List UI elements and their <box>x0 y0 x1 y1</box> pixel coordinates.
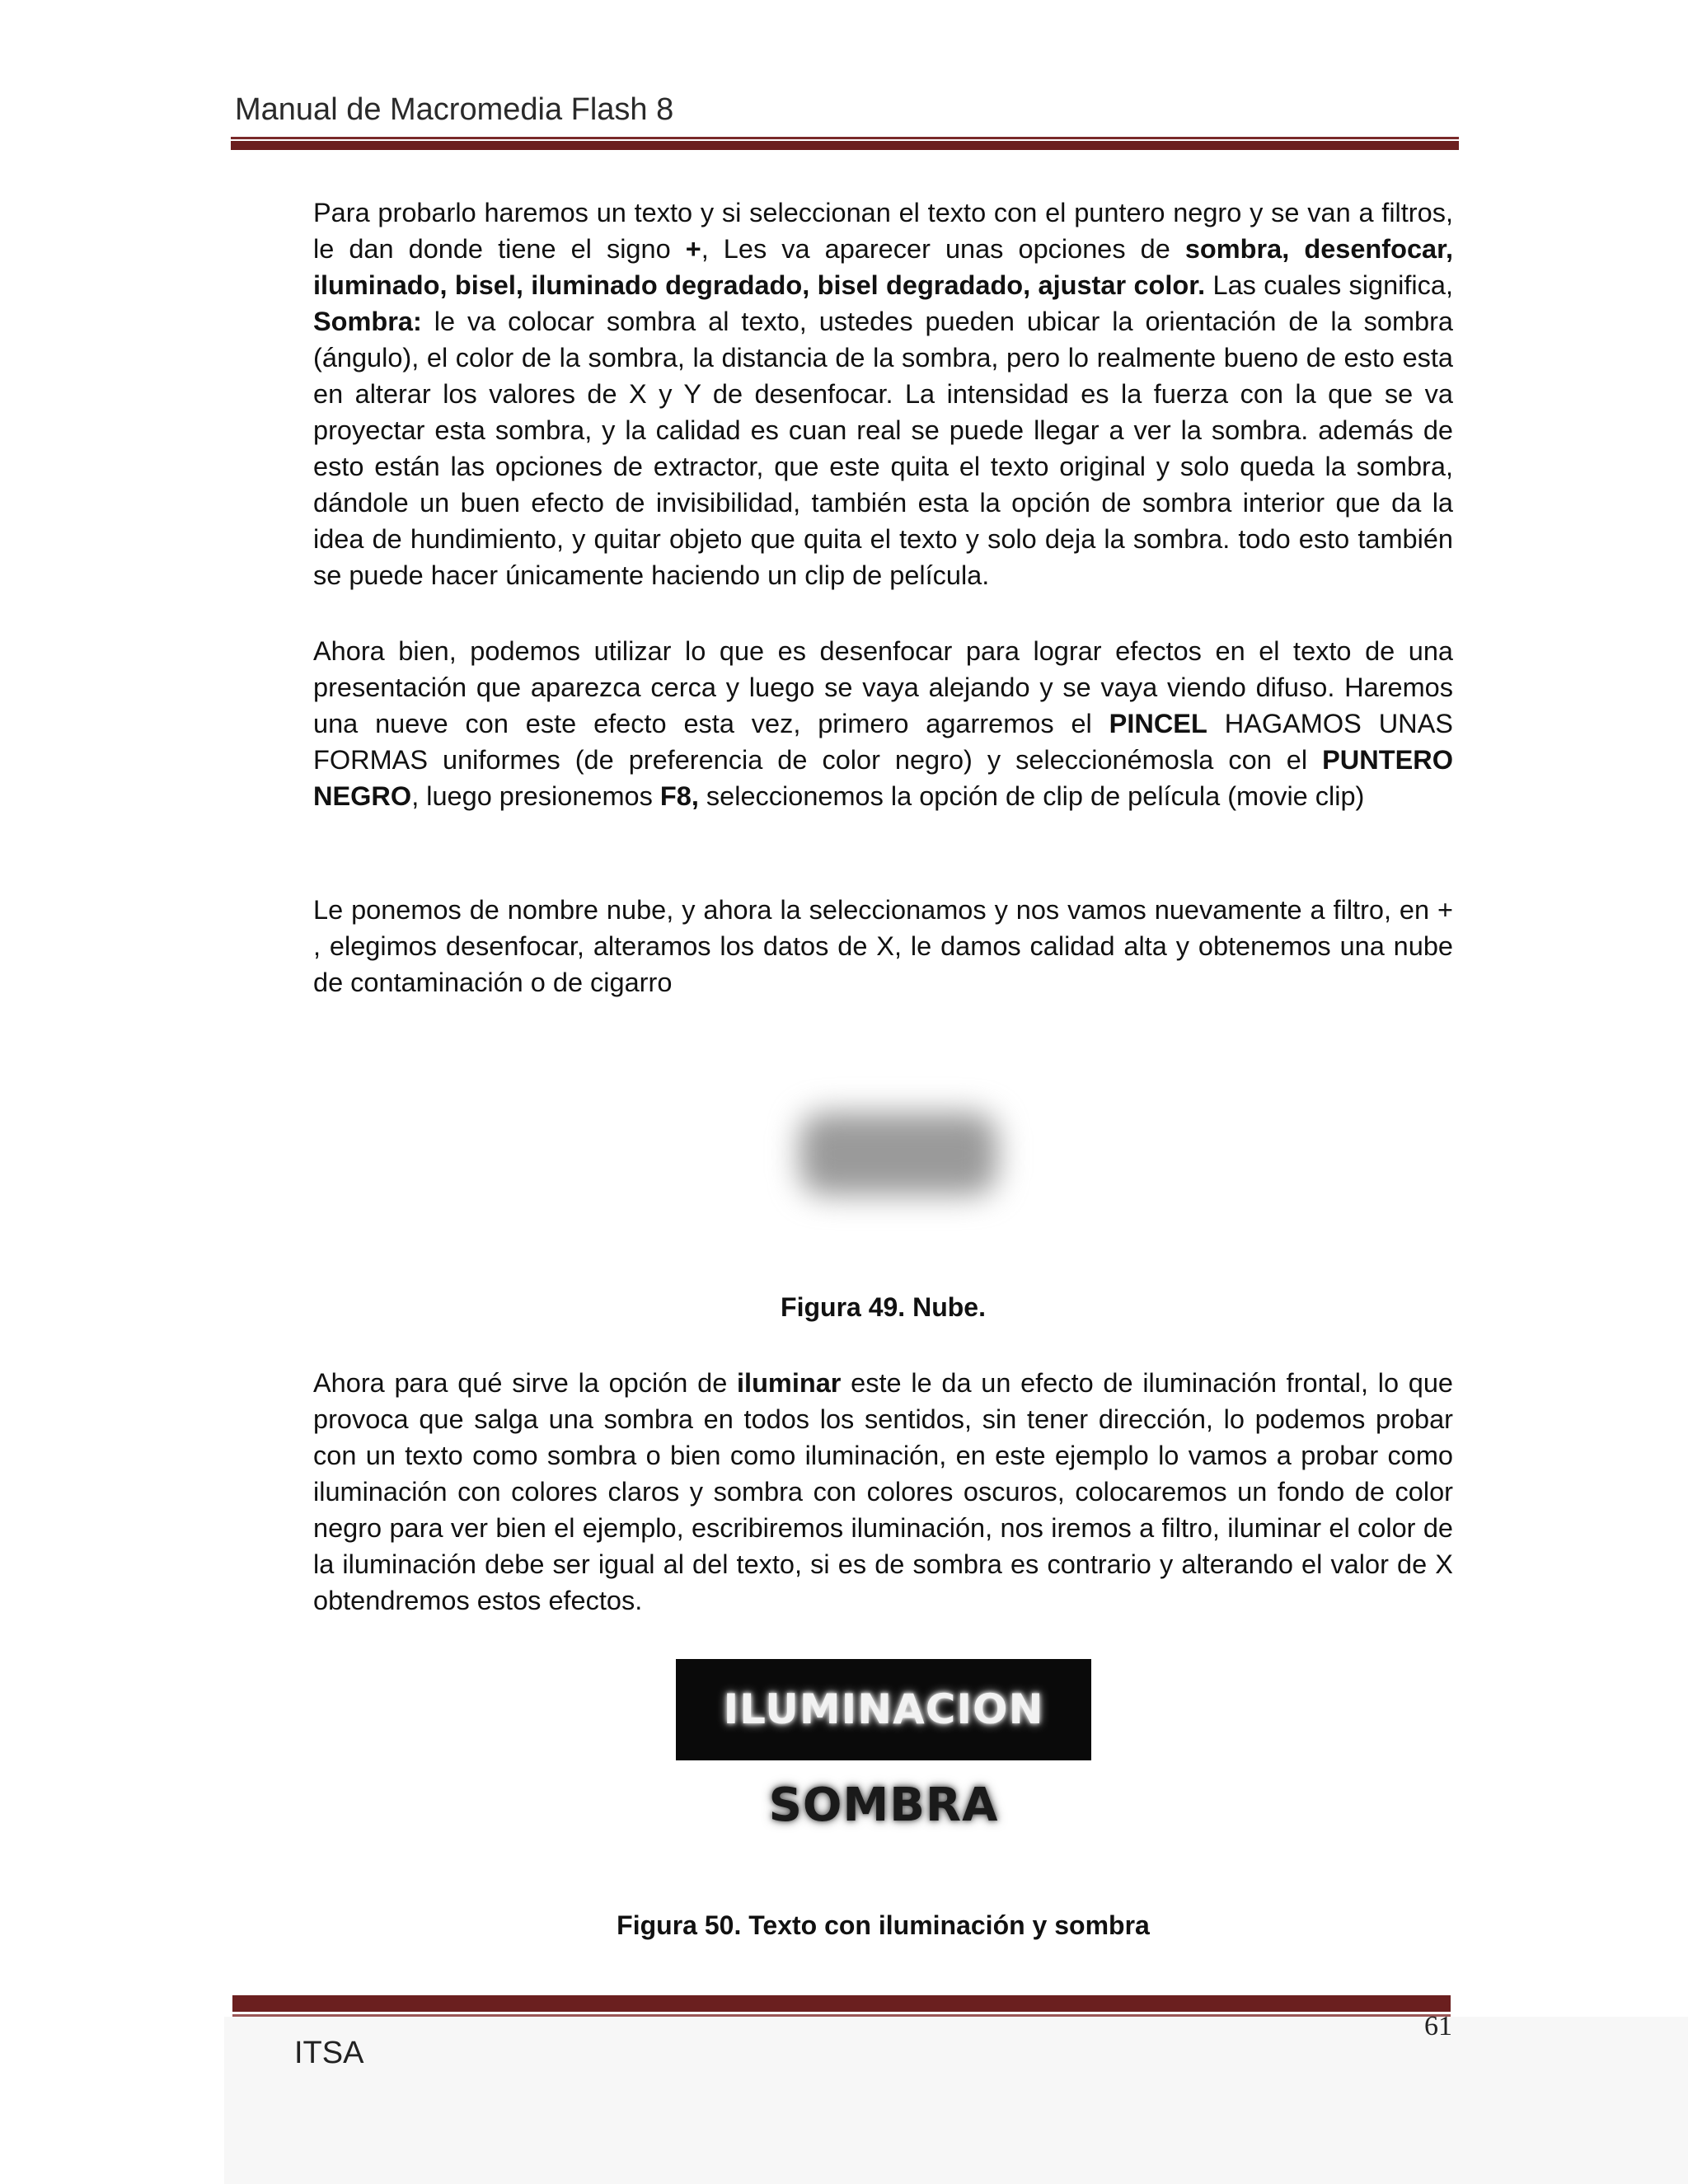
paragraph-filters-intro <box>313 194 1453 593</box>
bold-text-run: F8, <box>659 781 699 811</box>
footer-organization: ITSA <box>294 2036 364 2070</box>
footer-divider-thick <box>232 1995 1451 2012</box>
paragraph-blur-effect <box>313 633 1453 814</box>
paragraph-cloud-name <box>313 892 1453 1001</box>
text-run: Ahora bien, podemos utilizar lo que es desenfocar para lograr efectos en el texto de una presentación que aparezca cerca y luego se vaya alejando y se vaya viendo difuso. Haremos una nueve con este efecto esta vez, primero agarremos el <box>313 636 1453 738</box>
illumination-example-text: ILUMINACION <box>723 1685 1044 1733</box>
text-run: Le ponemos de nombre nube, y ahora la seleccionamos y nos vamos nuevamente a filtro, en + , elegimos desenfocar, alteramos los datos de X, le damos calidad alta y obtenemos una nube de contaminación o de cigarro <box>313 895 1453 997</box>
bold-text-run: sombra, desenfocar, iluminado, bisel, iluminado degradado, bisel degradado, ajustar color. <box>313 234 1453 300</box>
paragraph-illuminate-option <box>313 1365 1453 1619</box>
header-divider-thick <box>231 141 1459 150</box>
text-run: , luego presionemos <box>411 781 660 811</box>
text-run: , Les va aparecer unas opciones de <box>701 234 1185 264</box>
page-number: 61 <box>1424 2011 1452 2041</box>
footer-divider-thin <box>232 2014 1451 2017</box>
shadow-example-text: SOMBRA <box>768 1779 999 1832</box>
bold-text-run: PUNTERO NEGRO <box>313 745 1453 811</box>
text-run: Las cuales significa, <box>1205 270 1453 300</box>
figure-50-caption: Figura 50. Texto con iluminación y sombra <box>617 1910 1150 1940</box>
text-run: Ahora para qué sirve la opción de <box>313 1368 738 1398</box>
blurred-cloud-shape <box>799 1113 997 1195</box>
text-run: este le da un efecto de iluminación frontal, lo que provoca que salga una sombra en todos los sentidos, sin tener dirección, lo podemos probar con un texto como sombra o bien como iluminación, en este ejemplo lo vamos a probar como iluminación con colores claros y sombra con colores oscuros, colocaremos un fondo de color negro para ver bien el ejemplo, escribiremos iluminación, nos iremos a filtro, iluminar el color de la iluminación debe ser igual al del texto, si es de sombra es contrario y alterando el valor de X obtendremos estos efectos. <box>313 1368 1453 1615</box>
figure-49-caption: Figura 49. Nube. <box>781 1292 986 1322</box>
figure-cloud-image <box>767 1071 1030 1236</box>
bold-text-run: PINCEL <box>1109 709 1207 738</box>
page-header-title: Manual de Macromedia Flash 8 <box>235 92 674 127</box>
text-run: Para probarlo haremos un texto y si seleccionan el texto con el puntero negro y se van a filtros, le dan donde tiene el signo <box>313 198 1453 264</box>
footer-background <box>224 2017 1688 2184</box>
bold-text-run: Sombra: <box>313 307 422 336</box>
bold-text-run: + <box>685 234 701 264</box>
bold-text-run: iluminar <box>737 1368 842 1398</box>
text-run: HAGAMOS UNAS FORMAS uniformes (de preferencia de color negro) y seleccionémosla con el <box>313 709 1453 775</box>
header-divider-thin <box>231 137 1459 139</box>
illumination-example-box <box>676 1659 1091 1760</box>
text-run: le va colocar sombra al texto, ustedes pueden ubicar la orientación de la sombra (ángulo), el color de la sombra, la distancia de la sombra, pero lo realmente bueno de esto esta en alterar los valores de X y Y de desenfocar. La intensidad es la fuerza con la que se va proyectar esta sombra, y la calidad es cuan real se puede llegar a ver la sombra. además de esto están las opciones de extractor, que este quita el texto original y solo queda la sombra, dándole un buen efecto de invisibilidad, también esta la opción de sombra interior que da la idea de hundimiento, y quitar objeto que quita el texto y solo deja la sombra. todo esto también se puede hacer únicamente haciendo un clip de película. <box>313 307 1453 590</box>
text-run: seleccionemos la opción de clip de película (movie clip) <box>698 781 1365 811</box>
